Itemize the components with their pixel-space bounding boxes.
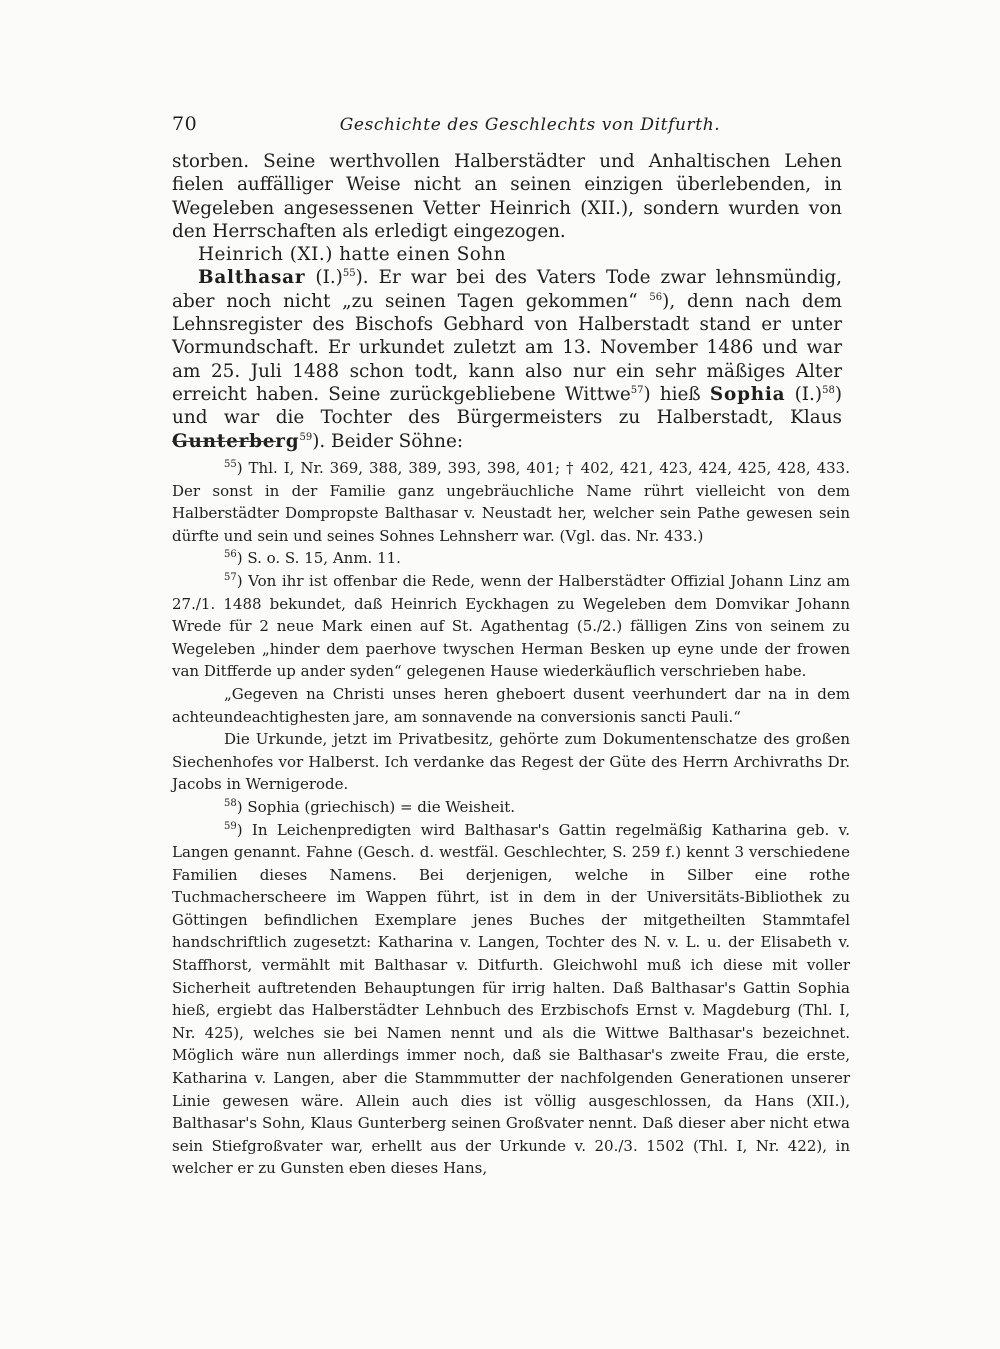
footnote-text: ) In Leichenpredigten wird Balthasar's Gattin regelmäßig Katharina geb. v. Langen genannt. Fahne (Gesch. d. westfäl. Geschlechter, S. 259 f.) kennt 3 verschiedene Familien dieses Namens. Bei derjenigen, welche in Silber eine rothe Tuchmacherscheere im Wappen führt, ist in dem in der Universitäts-Bibliothek zu Göttingen befindlichen Exemplare jenes Buches der mitgetheilten Stammtafel handschriftlich zugesetzt: Katharina v. Langen, Tochter des N. v. L. u. der Elisabeth v. Staffhorst, vermählt mit Balthasar v. Ditfurth. Gleichwohl muß ich diese mit voller Sicherheit auftretenden Behauptungen für irrig halten. Daß Balthasar's Gattin Sophia hieß, ergiebt das Halberstädter Lehnbuch des Erzbischofs Ernst v. Magdeburg (Thl. I, Nr. 425), welches sie bei Namen nennt und als die Wittwe Balthasar's bezeichnet. Möglich wäre nun allerdings immer noch, daß sie Balthasar's zweite Frau, die erste, Katharina v. Langen, aber die Stammmutter der nachfolgenden Generationen unserer Linie gewesen wäre. Allein auch dies ist völlig ausgeschlossen, da Hans (XII.), Balthasar's Sohn, Klaus Gunterberg seinen Großvater nennt. Daß dieser aber nicht etwa sein Stiefgroßvater war, erhellt aus der Urkunde v. 20./3. 1502 (Thl. I, Nr. 422), in welcher er zu Gunsten eben dieses Hans, (172, 820, 850, 1178)
footnote-57-quote: „Gegeven na Christi unses heren gheboert dusent veerhundert dar na in dem achteundeachtighesten jare, am sonnavende na conversionis sancti Pauli.“ (172, 684, 850, 726)
text-segment: ). Er war bei des Vaters Tode zwar lehnsmündig, aber noch nicht „zu seinen Tagen gekommen“ (172, 267, 842, 312)
footnote-text: ) Thl. I, Nr. 369, 388, 389, 393, 398, 401; † 402, 421, 423, 424, 425, 428, 433. Der sonst in der Familie ganz ungebräuchliche Name rührt vielleicht von dem Halberstädter Dompropste Balthasar v. Neustadt her, welcher sein Pathe gewesen sein dürfte und sein und seines Sohnes Lehnsherr war. (Vgl. das. Nr. 433.) (172, 459, 850, 545)
balthasar-name: Balthasar (198, 267, 306, 289)
footnote-mark: 55 (224, 459, 237, 470)
footnote-ref-55[interactable]: 55 (342, 268, 356, 280)
text-segment: ) hieß (643, 383, 701, 405)
text-segment: ), denn nach dem Lehnsregister des Bischofs Gebhard von Halberstadt stand er unter Vormundschaft. Er urkundet zuletzt am 13. November 1486 und war am 25. Juli 1488 schon todt, kann also nur ein sehr mäßiges Alter erreicht haben. Seine zurückgebliebene Wittwe (172, 290, 842, 405)
text-segment: ). Beider Söhne: (312, 430, 464, 452)
footnote-text: ) Von ihr ist offenbar die Rede, wenn der Halberstädter Offizial Johann Linz am 27./1. 1488 bekundet, daß Heinrich Eyckhagen zu Wegeleben dem Domvikar Johann Wrede für 2 neue Mark einen auf St. Agathentag (5./2.) fälligen Zins von seinem zu Wegeleben „hinder dem paerhove twyschen Herman Besken up eyne unde der frowen van Ditfferde up ander syden“ gelegenen Hause wiederkäuflich verschrieben habe. (172, 571, 850, 681)
footnote-59 (172, 819, 850, 1181)
footnote-mark: 58 (224, 797, 237, 809)
paragraph-1: storben. Seine werthvollen Halberstädter und Anhaltischen Lehen fielen auffälliger Weise nicht an seinen einzigen überlebenden, in Wegeleben angesessenen Vetter Heinrich (XII.), sondern wurden von den Herrschaften als erledigt eingezogen. (172, 151, 842, 242)
text-segment: ) und war die Tochter des Bürgermeisters zu Halberstadt, Klaus (172, 383, 842, 429)
footnote-mark: 57 (224, 571, 237, 583)
page-number: 70 (172, 113, 198, 135)
gunterberg-name: Gunterberg (172, 430, 300, 452)
balthasar-number: (I.) (315, 267, 343, 289)
footnote-divider (172, 441, 276, 442)
footnote-text: ) Sophia (griechisch) = die Weisheit. (236, 797, 516, 816)
footnotes (172, 457, 850, 1180)
footnote-ref-58[interactable]: 58 (822, 384, 835, 396)
footnote-text: ) S. o. S. 15, Anm. 11. (236, 549, 401, 568)
running-title: Geschichte des Geschlechts von Ditfurth. (339, 115, 721, 135)
sophia-name: Sophia (709, 383, 786, 405)
footnote-ref-57[interactable]: 57 (630, 384, 644, 396)
sophia-number: (I.) (794, 383, 823, 405)
footnote-mark: 59 (224, 820, 237, 832)
footnote-58 (172, 796, 850, 819)
footnote-ref-59[interactable]: 59 (299, 431, 313, 443)
footnote-55 (172, 457, 850, 547)
main-text (172, 150, 842, 453)
paragraph-3 (172, 266, 842, 452)
footnote-57-continuation: Die Urkunde, jetzt im Privatbesitz, gehörte zum Dokumentenschatze des großen Siechenhofes vor Halberst. Ich verdanke das Regest der Güte des Herrn Archivraths Dr. Jacobs in Wernigerode. (172, 730, 850, 794)
paragraph-2: Heinrich (XI.) hatte einen Sohn (198, 244, 507, 266)
footnote-57 (172, 570, 850, 683)
footnote-ref-56[interactable]: 56 (649, 291, 663, 303)
footnote-56 (172, 547, 850, 570)
footnote-mark: 56 (224, 549, 237, 561)
